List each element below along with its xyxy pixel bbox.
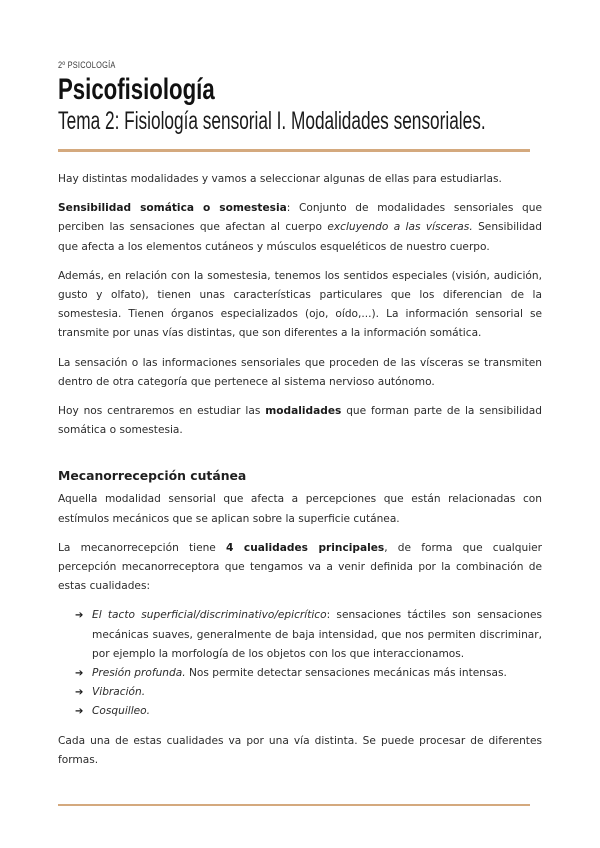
arrow-bullet-icon: ➔ bbox=[75, 706, 84, 718]
intro-paragraph-5: Hoy nos centraremos en estudiar las modalidades que forman parte de la sensibilidad somática o somestesia. bbox=[58, 405, 542, 437]
intro-paragraph-4: La sensación o las informaciones sensoriales que proceden de las vísceras se transmiten dentro de otra categoría que pertenece al sistema nervioso autónomo. bbox=[58, 356, 542, 388]
arrow-bullet-icon: ➔ bbox=[75, 610, 84, 622]
list-item: ➔ Vibración. bbox=[58, 683, 542, 702]
intro-paragraph-1: Hay distintas modalidades y vamos a seleccionar algunas de ellas para estudiarlas. bbox=[58, 173, 502, 185]
term-modalidades: modalidades bbox=[265, 405, 342, 418]
section-heading: Mecanorrecepción cutánea bbox=[58, 468, 247, 484]
closing-paragraph: Cada una de estas cualidades va por una vía distinta. Se puede procesar de diferentes formas. bbox=[58, 734, 542, 766]
term-cualidades: 4 cualidades principales bbox=[226, 541, 385, 554]
course-label: 2º PSICOLOGÍA bbox=[58, 60, 116, 70]
intro-paragraph-2: Sensibilidad somática o somestesia: Conjunto de modalidades sensoriales que perciben las sensaciones que afectan al cuerpo excluyendo a las vísceras. Sensibilidad que afecta a los elementos cutáneos y músculos esqueléticos de nuestro cuerpo. bbox=[58, 202, 542, 253]
list-item: ➔ Presión profunda. Nos permite detectar sensaciones mecánicas más intensas. bbox=[58, 664, 542, 683]
section-paragraph-2: La mecanorrecepción tiene 4 cualidades principales, de forma que cualquier percepción mecanorreceptora que tengamos va a venir definida por la combinación de estas cualidades: bbox=[58, 541, 543, 593]
arrow-bullet-icon: ➔ bbox=[75, 668, 84, 680]
footer-divider bbox=[58, 804, 530, 806]
list-item: ➔ Cosquilleo. bbox=[58, 702, 542, 721]
document-body bbox=[58, 170, 542, 780]
header-divider bbox=[58, 149, 530, 152]
list-item: ➔ El tacto superficial/discriminativo/epicrítico: sensaciones táctiles son sensaciones mecánicas suaves, generalmente de baja intensidad, que nos permiten discriminar, por ejemplo la morfología de los objetos con los que interaccionamos. bbox=[58, 606, 542, 664]
term-somestesia: Sensibilidad somática o somestesia bbox=[58, 202, 287, 215]
qualities-list bbox=[58, 606, 542, 721]
intro-paragraph-3: Además, en relación con la somestesia, tenemos los sentidos especiales (visión, audición, gusto y olfato), tienen unas características particulares que los diferencian de la somestesia. Tienen órganos especializados (ojo, oído,...). La información sensorial se transmite por unas vías distintas, que son diferentes a la información somática. bbox=[58, 269, 542, 340]
arrow-bullet-icon: ➔ bbox=[75, 687, 84, 699]
emphasis-visceras: excluyendo a las vísceras. bbox=[327, 221, 473, 234]
document-subtitle: Tema 2: Fisiología sensorial I. Modalidades sensoriales. bbox=[58, 107, 486, 135]
section-paragraph-1: Aquella modalidad sensorial que afecta a percepciones que están relacionadas con estímulos mecánicos que se aplican sobre la superficie cutánea. bbox=[58, 493, 542, 525]
document-title: Psicofisiología bbox=[58, 73, 215, 106]
